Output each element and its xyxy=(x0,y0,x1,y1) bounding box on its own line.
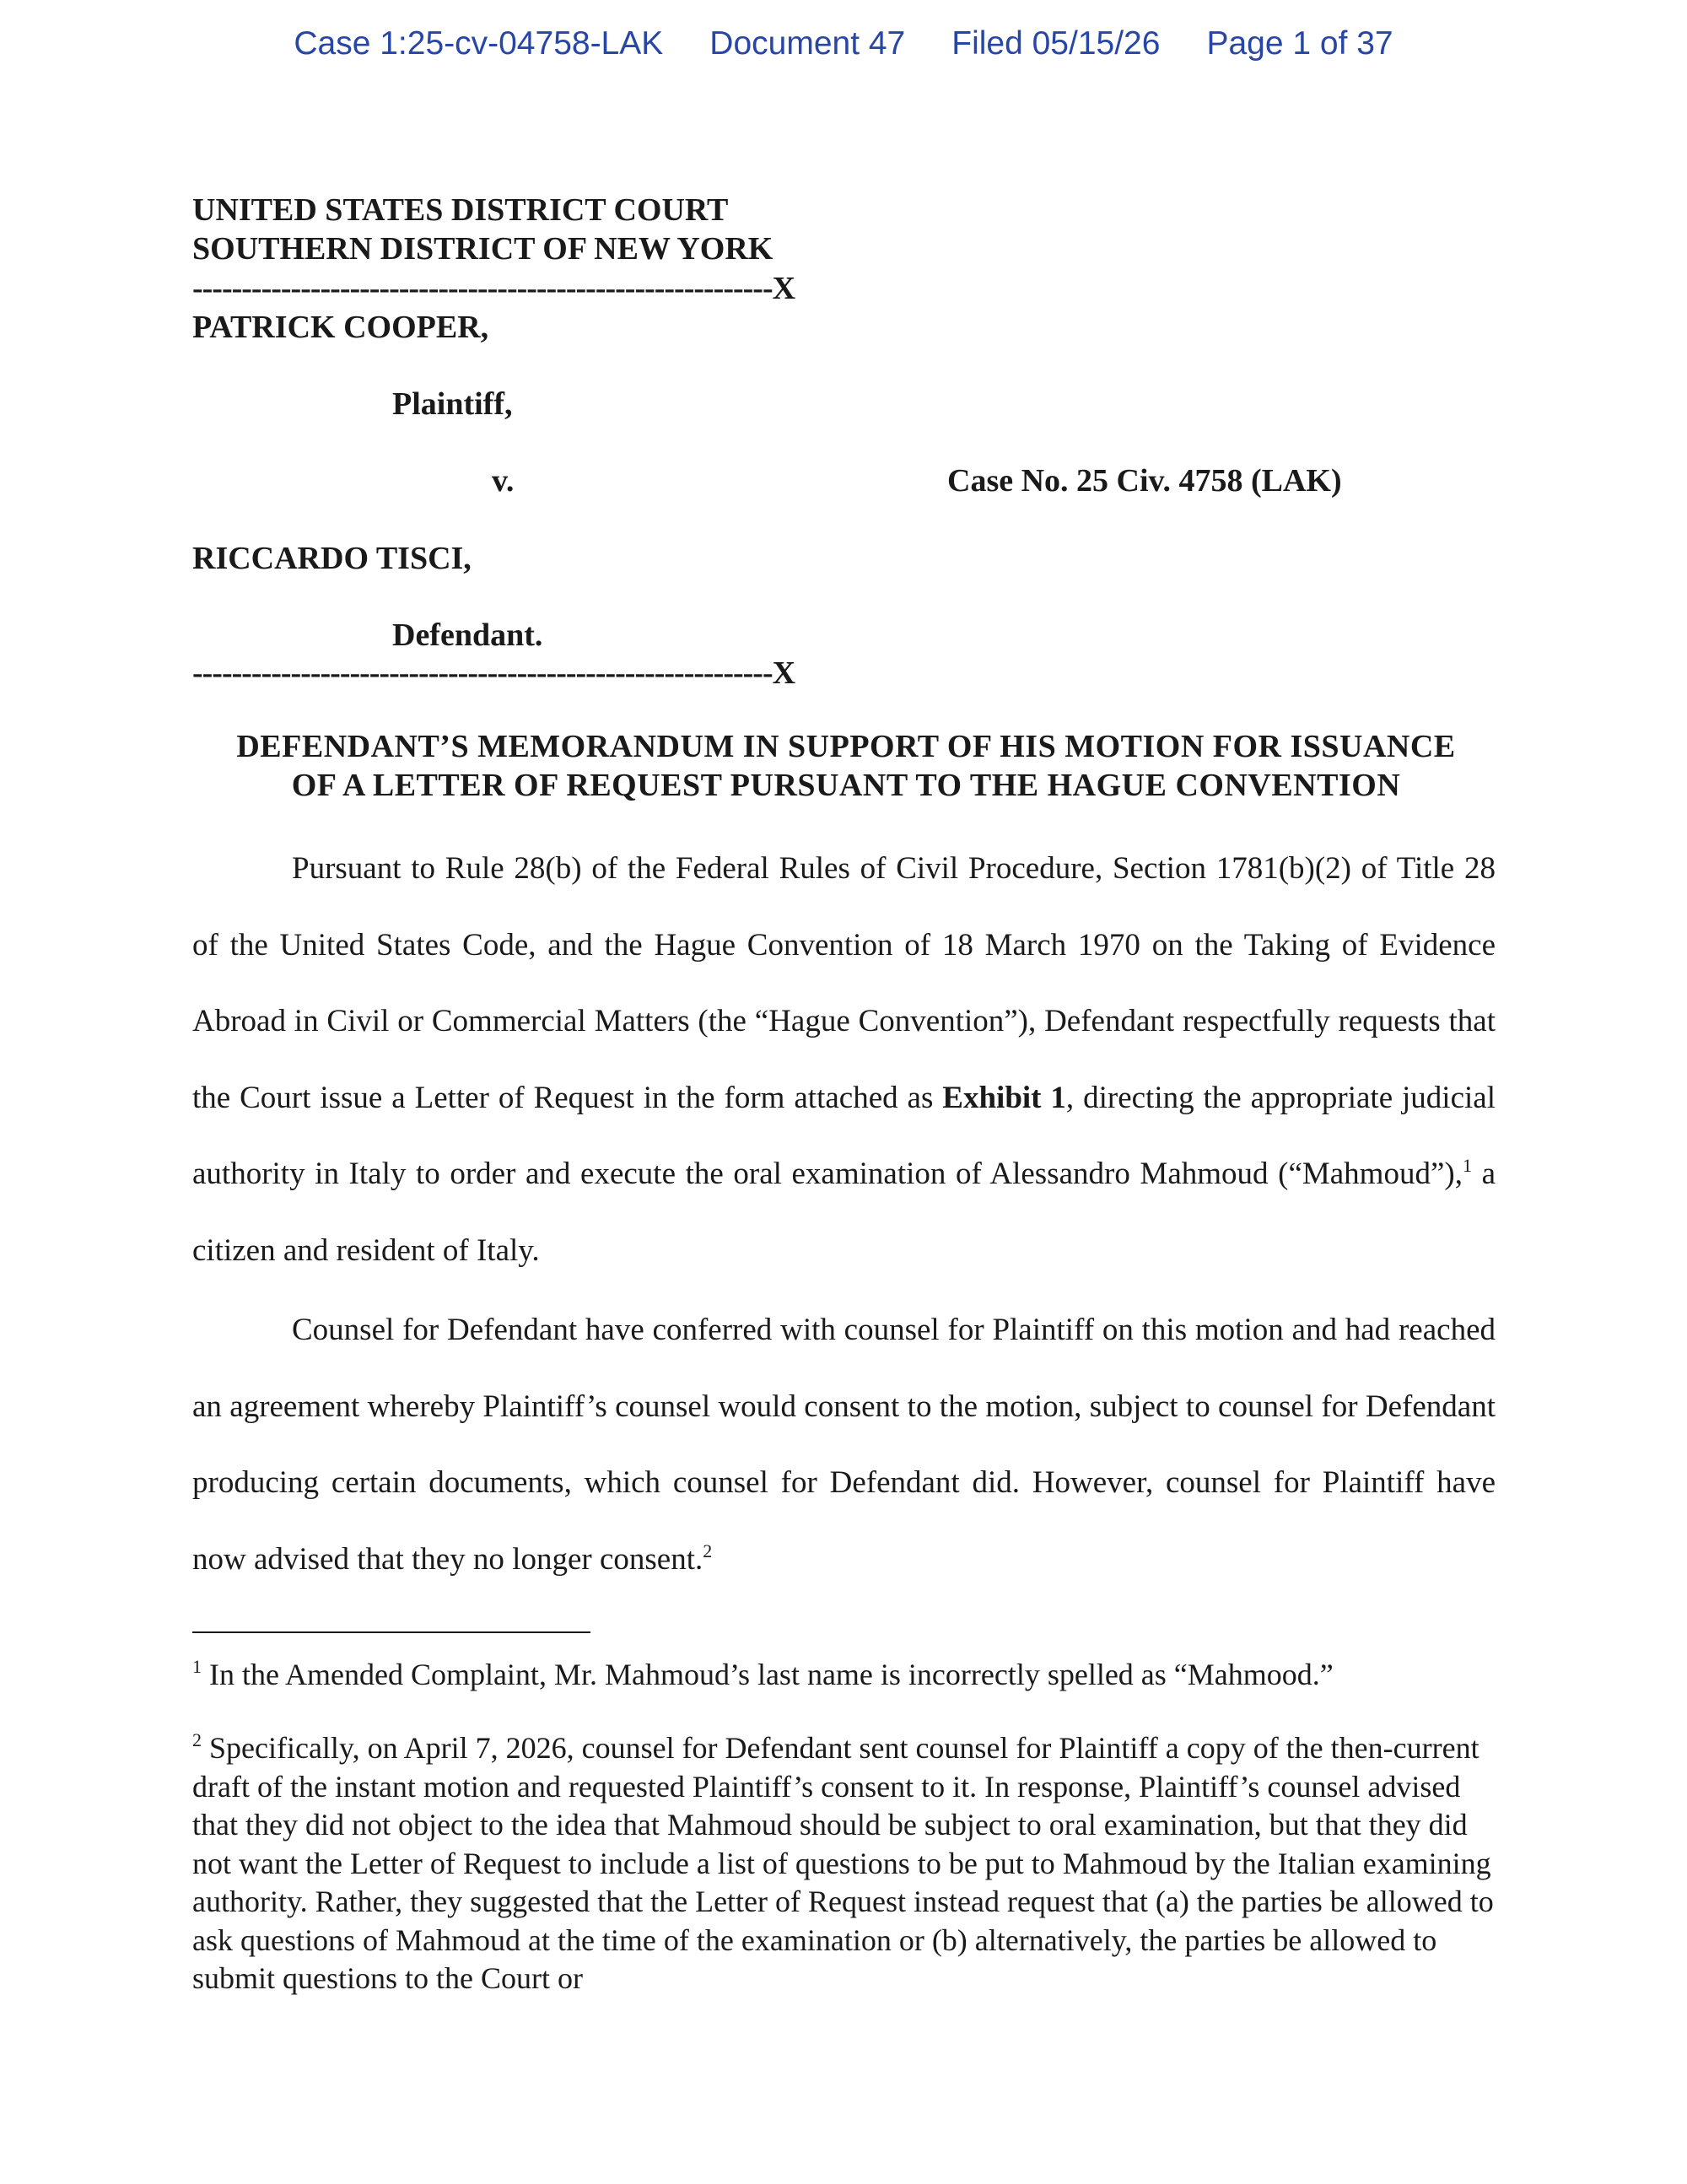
paragraph-1-text-c: a citizen and resident of Italy. xyxy=(192,1157,1496,1268)
document-title-line2: OF A LETTER OF REQUEST PURSUANT TO THE HAGUE CONVENTION xyxy=(291,768,1401,803)
footnote-ref-2: 2 xyxy=(703,1540,713,1561)
court-name xyxy=(192,191,773,268)
filed-date-header: Filed 05/15/26 xyxy=(951,25,1161,62)
defendant-name: RICCARDO TISCI, xyxy=(192,541,472,576)
court-name-line2: SOUTHERN DISTRICT OF NEW YORK xyxy=(192,231,773,267)
footnote-2 xyxy=(192,1729,1496,1998)
paragraph-1-text-b: , directing the appropriate judicial authority in Italy to order and execute the oral examination of Alessandro Mahmoud (“Mahmoud”), xyxy=(192,1080,1496,1191)
court-name-line1: UNITED STATES DISTRICT COURT xyxy=(192,192,729,228)
footnote-ref-1: 1 xyxy=(1462,1155,1472,1176)
page-number-header: Page 1 of 37 xyxy=(1206,25,1393,62)
footnote-1-number: 1 xyxy=(192,1656,202,1677)
exhibit-reference: Exhibit 1 xyxy=(942,1080,1066,1115)
footnote-1 xyxy=(192,1656,1496,1695)
document-title xyxy=(192,727,1500,805)
caption-separator-top: -----------------------------------------------------------X xyxy=(192,271,795,306)
plaintiff-role: Plaintiff, xyxy=(392,386,513,422)
paragraph-2-text: Counsel for Defendant have conferred with counsel for Plaintiff on this motion and had reached an agreement whereby Plaintiff’s counsel would consent to the motion, subject to counsel for Defendant producing certain documents, which counsel for Defendant did. However, counsel for Plaintiff have now advised that they no longer consent. xyxy=(192,1313,1496,1577)
body-paragraph-2 xyxy=(192,1292,1496,1598)
body-paragraph-1 xyxy=(192,831,1496,1289)
ecf-header xyxy=(0,25,1687,62)
footnote-2-text: Specifically, on April 7, 2026, counsel for Defendant sent counsel for Plaintiff a copy of the then-current draft of the instant motion and requested Plaintiff’s consent to it. In response, Plaintiff’s counsel advised that they did not object to the idea that Mahmoud should be subject to oral examination, but that they did not want the Letter of Request to include a list of questions to be put to Mahmoud by the Italian examining authority. Rather, they suggested that the Letter of Request instead request that (a) the parties be allowed to ask questions of Mahmoud at the time of the examination or (b) alternatively, the parties be allowed to submit questions to the Court or xyxy=(192,1731,1494,1995)
document-title-line1: DEFENDANT’S MEMORANDUM IN SUPPORT OF HIS MOTION FOR ISSUANCE xyxy=(236,729,1456,764)
case-number-header: Case 1:25-cv-04758-LAK xyxy=(294,25,664,62)
footnote-2-number: 2 xyxy=(192,1729,202,1750)
footnote-divider xyxy=(192,1631,590,1633)
caption-separator-bottom: -----------------------------------------------------------X xyxy=(192,655,795,691)
defendant-role: Defendant. xyxy=(392,617,543,653)
plaintiff-name: PATRICK COOPER, xyxy=(192,310,489,345)
footnote-1-text: In the Amended Complaint, Mr. Mahmoud’s last name is incorrectly spelled as “Mahmood.” xyxy=(209,1658,1334,1691)
document-number-header: Document 47 xyxy=(709,25,906,62)
case-number: Case No. 25 Civ. 4758 (LAK) xyxy=(947,463,1342,499)
versus: v. xyxy=(492,463,515,499)
paragraph-1-text-a: Pursuant to Rule 28(b) of the Federal Rules of Civil Procedure, Section 1781(b)(2) of Title 28 of the United States Code, and the Hague Convention of 18 March 1970 on the Taking of Evidence Abroad in Civil or Commercial Matters (the “Hague Convention”), Defendant respectfully requests that the Court issue a Letter of Request in the form attached as xyxy=(192,851,1496,1115)
